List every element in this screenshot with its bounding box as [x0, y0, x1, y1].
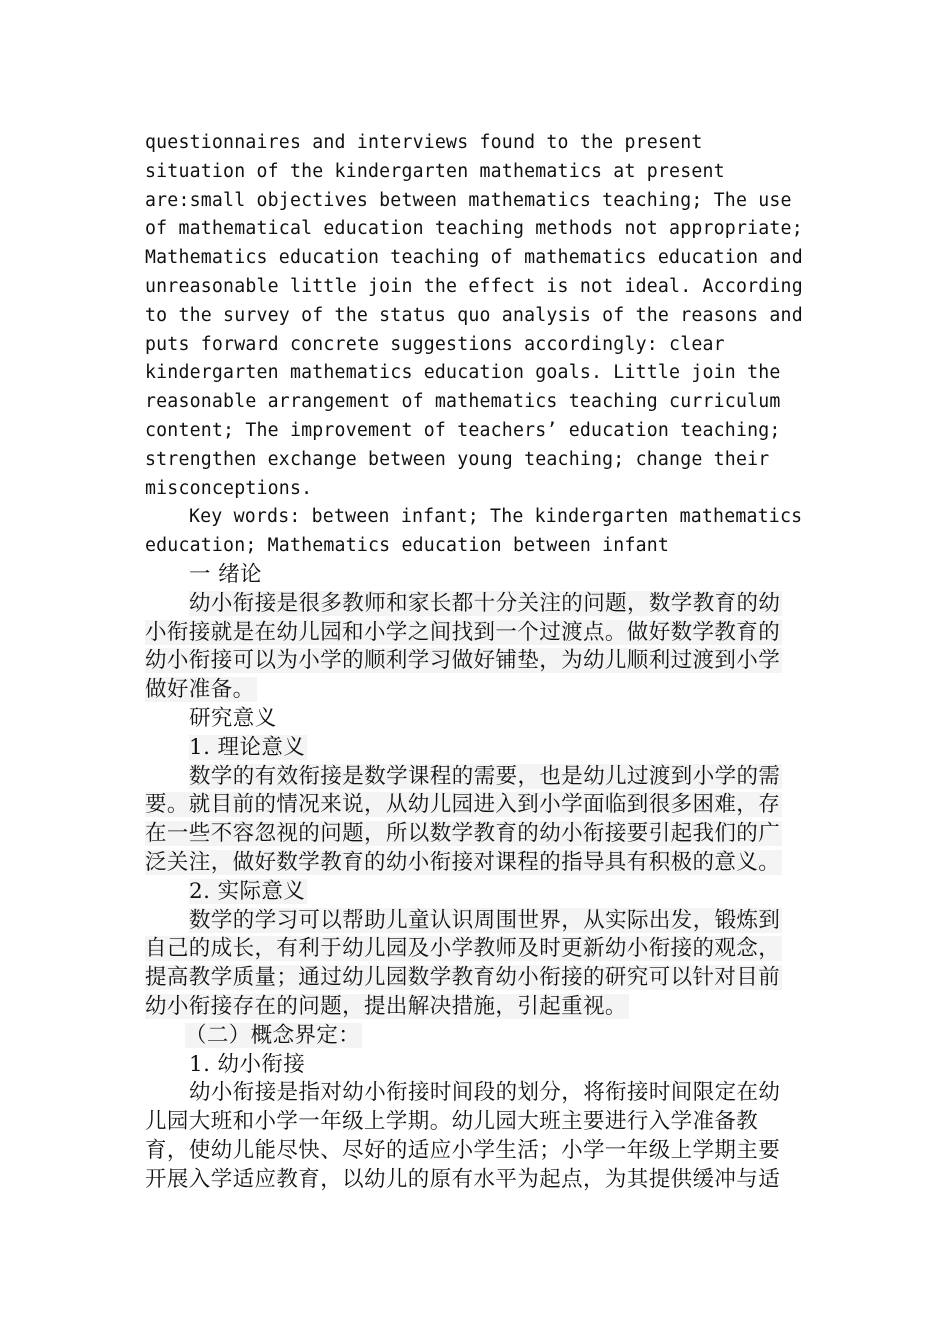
paragraph-text: 幼小衔接可以为小学的顺利学习做好铺垫，为幼儿顺利过渡到小学 [145, 648, 781, 674]
paragraph-line: 儿园大班和小学一年级上学期。幼儿园大班主要进行入学准备教 [145, 1109, 759, 1135]
paragraph-line [145, 619, 810, 648]
paragraph-line [145, 791, 810, 820]
abstract-line: puts forward concrete suggestions accordingly: clear [145, 333, 725, 355]
abstract-line: unreasonable little join the effect is not ideal. According [145, 275, 803, 297]
paragraph-text: 数学的学习可以帮助儿童认识周围世界，从实际出发，锻炼到 [189, 907, 781, 933]
paragraph-text: 小衔接就是在幼儿园和小学之间找到一个过渡点。做好数学教育的 [145, 619, 781, 645]
keywords-line: education; Mathematics education between infant [145, 535, 670, 557]
subsection-heading [145, 878, 810, 907]
paragraph-line [145, 820, 810, 849]
paragraph-text: 幼小衔接是很多教师和家长都十分关注的问题，数学教育的幼 [189, 590, 781, 616]
paragraph-line [145, 907, 810, 936]
paragraph-line [145, 647, 810, 676]
subsection-heading [145, 734, 810, 763]
subsection-heading [145, 1022, 810, 1051]
keywords-line: Key words: between infant; The kindergarten mathematics [189, 506, 803, 528]
paragraph-line: 育，使幼儿能尽快、尽好的适应小学生活；小学一年级上学期主要 [145, 1137, 781, 1163]
abstract-line: kindergarten mathematics education goals. Little join the [145, 362, 781, 384]
paragraph-text: 数学的有效衔接是数学课程的需要，也是幼儿过渡到小学的需 [189, 763, 781, 789]
heading-text: 2. 实际意义 [189, 878, 306, 904]
abstract-line: questionnaires and interviews found to the present [145, 132, 703, 153]
heading-text: （二）概念界定： [185, 1022, 361, 1048]
paragraph-line [145, 935, 810, 964]
abstract-line: Mathematics education teaching of mathematics education and [145, 247, 803, 269]
paragraph-line [145, 763, 810, 792]
abstract-line: content; The improvement of teachers’ education teaching; [145, 419, 781, 441]
heading-text: 1. 理论意义 [189, 734, 306, 760]
abstract-line: to the survey of the status quo analysis of the reasons and [145, 304, 803, 326]
paragraph-text: 在一些不容忽视的问题，所以数学教育的幼小衔接要引起我们的广 [145, 821, 781, 847]
document-body [145, 129, 810, 1194]
abstract-line: of mathematical education teaching methods not appropriate; [145, 218, 803, 240]
abstract-line: are:small objectives between mathematics teaching; The use [145, 189, 792, 211]
section-heading: 一 绪论 [189, 561, 262, 587]
paragraph-line [145, 676, 810, 705]
paragraph-line: 开展入学适应教育，以幼儿的原有水平为起点，为其提供缓冲与适 [145, 1166, 781, 1192]
subsection-heading: 1. 幼小衔接 [189, 1051, 306, 1077]
abstract-line: reasonable arrangement of mathematics teaching curriculum [145, 391, 781, 413]
paragraph-text: 提高教学质量；通过幼儿园数学教育幼小衔接的研究可以针对目前 [145, 965, 781, 991]
paragraph-text: 做好准备。 [145, 677, 255, 703]
paragraph-line [145, 590, 810, 619]
abstract-line: strengthen exchange between young teaching; change their [145, 448, 770, 470]
paragraph-line [145, 849, 810, 878]
abstract-line: misconceptions. [145, 477, 313, 499]
paragraph-text: 自己的成长，有利于幼儿园及小学教师及时更新幼小衔接的观念， [145, 936, 781, 962]
abstract-line: situation of the kindergarten mathematics at present [145, 160, 725, 182]
paragraph-text: 泛关注，做好数学教育的幼小衔接对课程的指导具有积极的意义。 [145, 849, 781, 875]
paragraph-text: 幼小衔接存在的问题，提出解决措施，引起重视。 [145, 993, 627, 1019]
paragraph-line [145, 993, 810, 1022]
paragraph-line: 幼小衔接是指对幼小衔接时间段的划分，将衔接时间限定在幼 [189, 1080, 781, 1106]
paragraph-line [145, 964, 810, 993]
subsection-heading: 研究意义 [189, 705, 277, 731]
paragraph-text: 要。就目前的情况来说，从幼儿园进入到小学面临到很多困难，存 [145, 792, 781, 818]
